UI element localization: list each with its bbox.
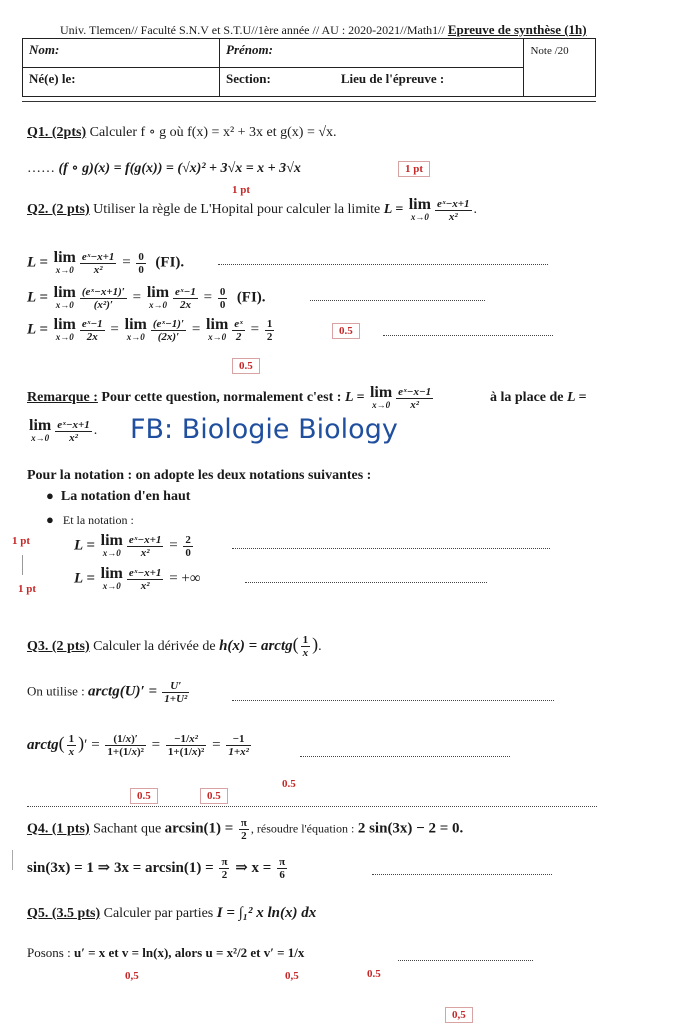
q2-statement: Q2. (2 pts) Utiliser la règle de L'Hopital pour calculer la limite L = lim x→0 $\frac{\text{eˣ−x+1}}{\text{x²}}$ . <box>27 196 478 223</box>
q5-posons-dots <box>398 952 533 961</box>
q3-text: Calculer la dérivée de <box>93 639 216 654</box>
q3-score-a: 0.5 <box>130 788 158 804</box>
q4-equation: 2 sin(3x) − 2 = 0. <box>357 820 464 837</box>
q5-posons-expr: u′ = x et v = ln(x), alors u = x²/2 et v′ = 1/x <box>73 945 305 960</box>
q4-statement: Q4. (1 pts) Sachant que arcsin(1) = $\frac{\pi}{2}$ , résoudre l'équation : 2 sin(3x) − 2 = 0. <box>27 817 464 842</box>
q3-statement: Q3. (2 pts) Calculer la dérivée de h(x) = arctg( $\frac{1}{x}$ ). <box>27 634 322 660</box>
q1-title: Q1. (2pts) <box>27 125 87 140</box>
prenom-label: Prénom: <box>226 42 273 57</box>
q5-statement <box>27 905 316 922</box>
q1-answer-expr: (f ∘ g)(x) = f(g(x)) = (√x)² + 3√x = x + 3√x <box>58 161 301 176</box>
lieu-label: Lieu de l'épreuve : <box>340 71 445 86</box>
remarque-correct-num: eˣ−x−1 <box>398 385 432 398</box>
header-exam-title: Epreuve de synthèse (1h) <box>447 22 587 37</box>
q3-derivation: arctg( $\frac{1}{x}$ )′ = $\frac{(1/x)'}{\text{1+(1/x)²}}$ = $\frac{\text{−1/x²}}{\text{1+(1/x)²}}$ = $\frac{-1}{\text{1+x²}}$ <box>27 733 249 759</box>
q2-score-below: 0.5 <box>232 358 260 374</box>
notation-score2: 1 pt <box>18 583 37 595</box>
q1-answer <box>27 160 301 177</box>
section-label: Section: <box>226 71 271 86</box>
q2-line2: L = lim x→0 $\frac{\text{(eˣ−x+1)′}}{\text{(x²)′}}$ = lim x→0 $\frac{\text{eˣ−1}}{2x}$ = $\frac{0}{0}$ (FI). <box>27 284 266 311</box>
q2-score-inline: 0.5 <box>332 323 360 339</box>
watermark-text: FB: Biologie Biology <box>130 414 398 445</box>
notation-line2: L = lim x→0 $\frac{\text{eˣ−x+1}}{\text{x²}}$ = +∞ <box>74 565 201 592</box>
q1-score: 1 pt <box>398 161 430 177</box>
q2-L: L = <box>383 202 404 218</box>
notation-bullet1: ● La notation d'en haut <box>46 488 191 504</box>
header-institution: Univ. Tlemcen// Faculté S.N.V et S.T.U//1ère année // AU : 2020-2021//Math1// <box>60 23 448 37</box>
q4-title: Q4. (1 pts) <box>27 821 90 837</box>
q5-title: Q5. (3.5 pts) <box>27 906 101 921</box>
q5-posons: Posons : u′ = x et v = ln(x), alors u = x²/2 et v′ = 1/x <box>27 945 305 960</box>
notation-intro: Pour la notation : on adopte les deux notations suivantes : <box>27 468 372 483</box>
q2-score-top: 1 pt <box>232 184 251 196</box>
q1-text: Calculer f ∘ g où f(x) = x² + 3x et g(x) = √x. <box>89 125 337 140</box>
q2-line1-dots <box>218 256 548 265</box>
remarque-instead: à la place de L = <box>490 390 587 405</box>
student-info-table <box>22 38 596 97</box>
q5-integral: I = ∫₁² x ln(x) dx <box>216 905 317 921</box>
notation-line2-dots <box>245 574 487 583</box>
nom-label: Nom: <box>29 42 60 57</box>
q3-bottom-dots <box>27 798 597 807</box>
remarque-line: Remarque : Pour cette question, normalement c'est : L = lim x→0 $\frac{\text{eˣ−x−1}}{\text{x²}}$ <box>27 384 432 411</box>
q3-on-utilise: On utilise : <box>27 683 85 699</box>
q1-statement <box>27 124 337 141</box>
q5-score-c: 0.5 <box>367 968 381 980</box>
q3-title: Q3. (2 pts) <box>27 639 90 654</box>
q2-line3-dots <box>383 327 553 336</box>
notation-bullet2: ● Et la notation : <box>46 512 134 527</box>
q5-score-b: 0,5 <box>285 970 299 982</box>
q3-score-b: 0.5 <box>200 788 228 804</box>
q2-line3: L = lim x→0 $\frac{\text{eˣ−1}}{2x}$ = lim x→0 $\frac{\text{(eˣ−1)′}}{(2x)'}$ = lim x→0 $\frac{\text{eˣ}}{2}$ = $\frac{1}{2}$ <box>27 316 273 343</box>
notation-line1: L = lim x→0 $\frac{\text{eˣ−x+1}}{\text{x²}}$ = $\frac{2}{0}$ <box>74 532 191 559</box>
q5-score-d: 0,5 <box>445 1007 473 1023</box>
remarque-line2: lim x→0 $\frac{\text{eˣ−x+1}}{\text{x²}}$ . <box>29 417 98 444</box>
q5-text: Calculer par parties <box>103 906 214 921</box>
q1-answer-dots: …… <box>27 161 55 176</box>
q5-score-a: 0,5 <box>125 970 139 982</box>
q4-answer: sin(3x) = 1 ⇒ 3x = arcsin(1) = $\frac{\pi}{2}$ ⇒ x = $\frac{\pi}{6}$ <box>27 856 286 881</box>
q4-vline <box>12 850 13 870</box>
header-divider <box>22 101 596 102</box>
exam-header-line <box>60 22 587 38</box>
q2-line1: L = lim x→0 $\frac{\text{eˣ−x+1}}{\text{x²}}$ = $\frac{0}{0}$ (FI). <box>27 249 185 276</box>
q3-func: h(x) = arctg <box>219 638 293 654</box>
note-label: Note /20 <box>530 45 569 57</box>
q2-line2-dots <box>310 292 485 301</box>
q4-text: Sachant que <box>93 821 162 837</box>
q3-rule-dots <box>232 692 554 701</box>
remarque-label: Remarque : <box>27 390 98 406</box>
notation-score1: 1 pt <box>12 535 31 547</box>
q3-rule: On utilise : arctg(U)′ = $\frac{U'}{\text{1+U²}}$ <box>27 680 188 705</box>
q3-derivation-dots <box>300 748 510 757</box>
notation-line1-dots <box>232 540 550 549</box>
q4-answer-dots <box>372 866 552 875</box>
notation-vline <box>22 555 23 575</box>
remarque-text: Pour cette question, normalement c'est : <box>101 390 342 406</box>
q3-score-c: 0.5 <box>282 778 296 790</box>
q2-text: Utiliser la règle de L'Hopital pour calculer la limite <box>93 202 381 218</box>
q2-limit: lim x→0 <box>408 196 431 222</box>
ne-le-label: Né(e) le: <box>29 71 76 86</box>
q2-fraction: $\frac{\text{eˣ−x+1}}{\text{x²}}$ <box>436 197 470 223</box>
q2-title: Q2. (2 pts) <box>27 202 90 218</box>
